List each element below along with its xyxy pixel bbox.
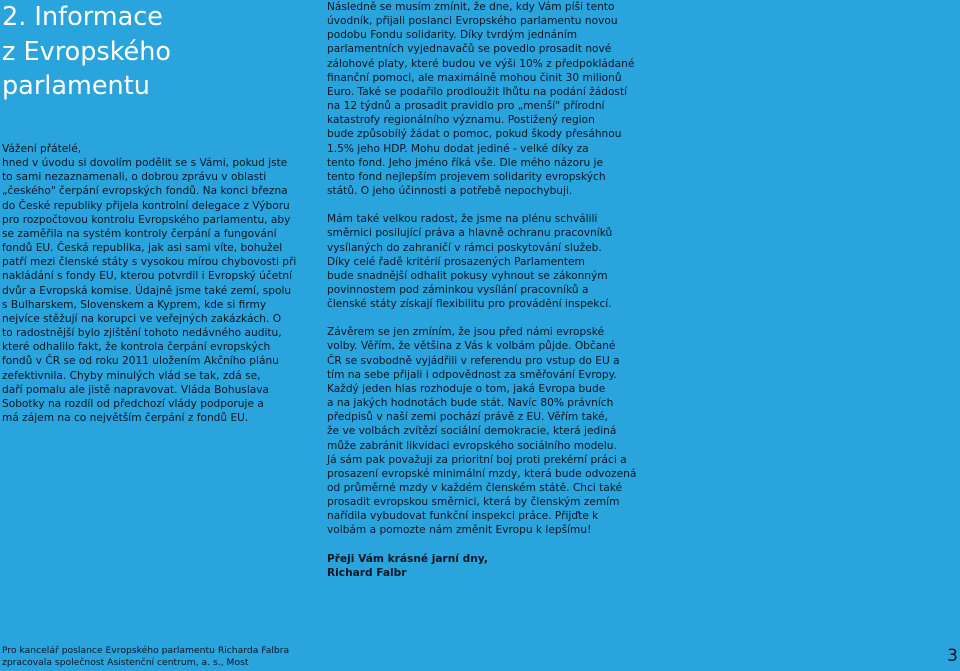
title-line: 2. Informace (2, 2, 163, 32)
text-line: fondů v ČR se od roku 2011 uložením Akčního plánu (2, 355, 279, 368)
text-line: parlamentních vyjednavačů se povedlo prosadit nové (327, 43, 612, 56)
text-line: volbám a pomozte nám změnit Evropu k lepšímu! (327, 524, 592, 537)
text-line: členské státy získají flexibilitu pro provádění inspekcí. (327, 298, 612, 311)
text-line: do České republiky přijela kontrolní delegace z Výboru (2, 199, 290, 212)
text-line: Mám také velkou radost, že jsme na plénu schválili (327, 213, 598, 226)
text-line: na 12 týdnů a prosadit pravidlo pro „menší" přírodní (327, 100, 605, 113)
text-line: patří mezi členské státy s vysokou mírou chybovosti při (2, 256, 297, 269)
text-line: Závěrem se jen zmíním, že jsou před námi evropské (327, 326, 605, 339)
text-line: fondů EU. Česká republika, jak asi sami víte, bohužel (2, 242, 283, 255)
text-line: od průměrné mzdy v každém členském státě. Chci také (327, 482, 623, 494)
text-line: pro rozpočtovou kontrolu Evropského parlamentu, aby (2, 213, 291, 226)
text-line: povinnostem pod záminkou vysílání pracovníků a (327, 283, 589, 296)
text-line: prosazení evropské minimální mzdy, která bude odvozená (327, 467, 637, 480)
text-line: tento fond. Jeho jméno říká vše. Dle mého názoru je (327, 156, 604, 169)
footer-line: zpracovala společnost Asistenční centrum, a. s., Most (2, 656, 249, 668)
text-line: s Bulharskem, Slovenskem a Kyprem, kde si firmy (2, 298, 267, 311)
text-line: Euro. Také se podařilo prodloužit lhůtu na podání žádostí (327, 85, 628, 98)
text-line: Následně se musím zmínit, že dne, kdy Vám píši tento (327, 1, 615, 13)
text-line: vysílaných do zahraničí v rámci poskytování služeb. (327, 241, 602, 254)
text-line: Každý jeden hlas rozhoduje o tom, jaká Evropa bude (327, 382, 606, 395)
signature-greeting: Přeji Vám krásné jarní dny, (327, 552, 488, 565)
text-line: prosadit evropskou směrnici, která by členským zemím (327, 496, 620, 509)
left-paragraph (2, 142, 297, 425)
text-line: předpisů v naší zemi pochází právě z EU. Věřím také, (327, 411, 608, 424)
text-line: podobu Fondu solidarity. Díky tvrdým jednáním (327, 29, 578, 42)
signature (327, 552, 617, 580)
text-line: tím na sebe přijali i odpovědnost za směřování Evropy. (327, 368, 617, 381)
text-line: Sobotky na rozdíl od předchozí vlády podporuje a (2, 397, 264, 410)
text-line: nařídila vybudovat funkční inspekci práce. Přijďte k (327, 510, 599, 523)
page-number: 3 (947, 646, 958, 666)
title-line: z Evropského (2, 36, 171, 67)
text-line: tento fond nejlepším projevem solidarity evropských (327, 170, 606, 183)
text-line: států. O jeho účinnosti a potřebě nepochybuji. (327, 185, 573, 198)
text-line: hned v úvodu si dovolím podělit se s Vámi, pokud jste (2, 157, 288, 170)
text-line: dvůr a Evropská komise. Údajně jsme také zemí, spolu (2, 284, 292, 297)
text-line: směrnici posilující práva a hlavně ochranu pracovníků (327, 227, 613, 240)
right-column (327, 0, 637, 580)
text-line: bude snadnější odhalit pokusy vyhnout se zákonným (327, 269, 608, 282)
text-line: finanční pomoci, ale maximálně mohou činit 30 milionů (327, 71, 622, 84)
right-paragraph-3 (327, 325, 637, 537)
text-line: které odhalilo fakt, že kontrola čerpání evropských (2, 341, 271, 354)
text-line: že ve volbách zvítězí sociální demokracie, která jediná (327, 425, 617, 438)
text-line: katastrofy regionálního významu. Postižený region (327, 114, 595, 127)
footer-line: Pro kancelář poslance Evropského parlamentu Richarda Falbra (2, 645, 290, 656)
text-line: nakládání s fondy EU, kterou potvrdil i Evropský účetní (2, 270, 293, 283)
text-line: může zabránit likvidaci evropského sociálního modelu. (327, 439, 617, 452)
text-line: úvodník, přijali poslanci Evropského parlamentu novou (327, 15, 618, 28)
title-line: parlamentu (2, 71, 150, 101)
text-line: daří pomalu ale jistě napravovat. Vláda Bohuslava (2, 383, 270, 396)
text-line: to radostnější bylo zjištění tohoto nedávného auditu, (2, 327, 282, 340)
text-line: zefektivnila. Chyby minulých vlád se tak, zdá se, (2, 369, 261, 382)
text-line: a na jakých hodnotách bude stát. Navíc 80% právních (327, 397, 614, 410)
right-paragraph-1 (327, 0, 635, 198)
text-line: Díky celé řadě kritérií prosazených Parlamentem (327, 255, 585, 268)
right-paragraph-2 (327, 212, 617, 311)
text-line: má zájem na co největším čerpání z fondů EU. (2, 411, 249, 424)
text-line: „českého" čerpání evropských fondů. Na konci března (2, 185, 288, 198)
page-title (2, 0, 282, 104)
left-column (2, 142, 297, 425)
footer (2, 645, 289, 668)
text-line: se zaměřila na systém kontroly čerpání a fungování (2, 227, 277, 240)
text-line: nejvíce stěžují na korupci ve veřejných zakázkách. O (2, 312, 282, 325)
text-line: to sami nezaznamenali, o dobrou zprávu v oblasti (2, 171, 267, 184)
signature-name: Richard Falbr (327, 566, 407, 579)
text-line: ČR se svobodně vyjádřili v referendu pro vstup do EU a (327, 354, 620, 367)
text-line: volby. Věřím, že většina z Vás k volbám půjde. Občané (327, 340, 616, 353)
text-line: bude způsobilý žádat o pomoc, pokud škody přesáhnou (327, 128, 622, 141)
text-line: Já sám pak považuji za prioritní boj proti prekérní práci a (327, 453, 627, 466)
text-line: 1.5% jeho HDP. Mohu dodat jediné - velké díky za (327, 142, 589, 155)
text-line: zálohové platy, které budou ve výši 10% z předpokládané (327, 57, 635, 70)
text-line: Vážení přátelé, (2, 143, 82, 155)
